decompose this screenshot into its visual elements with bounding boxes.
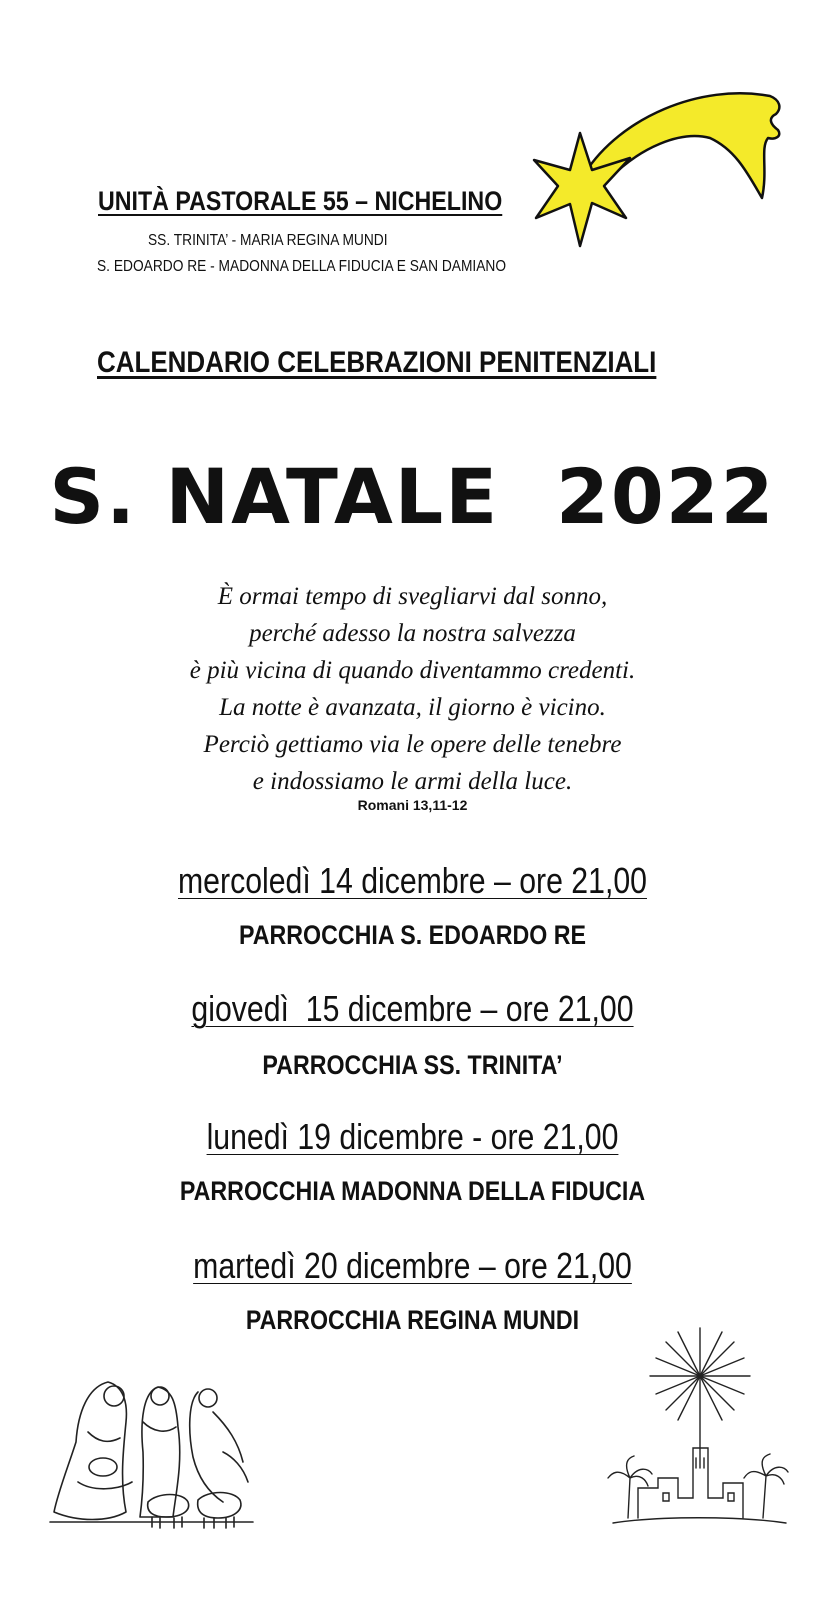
- celebration-date: mercoledì 14 dicembre – ore 21,00: [177, 860, 647, 901]
- celebration-parish: PARROCCHIA S. EDOARDO RE: [238, 920, 587, 950]
- quote-line: Perciò gettiamo via le opere delle tenebre: [203, 731, 622, 758]
- quote-line: e indossiamo le armi della luce.: [252, 768, 573, 795]
- quote-line: La notte è avanzata, il giorno è vicino.: [219, 694, 606, 721]
- quote-line: È ormai tempo di svegliarvi dal sonno,: [217, 583, 608, 610]
- event-title: S. NATALE 2022: [49, 452, 776, 541]
- parishes-line-2: S. EDOARDO RE - MADONNA DELLA FIDUCIA E SAN DAMIANO: [97, 258, 507, 275]
- nativity-icon: [48, 1372, 258, 1532]
- quote-line: è più vicina di quando diventammo credenti.: [189, 657, 636, 684]
- celebration-date: giovedì 15 dicembre – ore 21,00: [191, 988, 634, 1029]
- celebration-parish: PARROCCHIA REGINA MUNDI: [245, 1305, 580, 1335]
- comet-star-icon: [530, 78, 800, 258]
- parishes-line-1: SS. TRINITA’ - MARIA REGINA MUNDI: [148, 232, 388, 249]
- pastoral-unit-title: UNITÀ PASTORALE 55 – NICHELINO: [98, 186, 503, 216]
- calendar-title: CALENDARIO CELEBRAZIONI PENITENZIALI: [97, 346, 657, 379]
- celebration-parish: PARROCCHIA MADONNA DELLA FIDUCIA: [179, 1176, 646, 1206]
- celebration-date: lunedì 19 dicembre - ore 21,00: [206, 1116, 619, 1157]
- celebration-date: martedì 20 dicembre – ore 21,00: [193, 1245, 632, 1286]
- quote-reference: Romani 13,11-12: [357, 797, 468, 813]
- celebration-parish: PARROCCHIA SS. TRINITA’: [262, 1050, 563, 1080]
- quote-block: [0, 578, 825, 800]
- bethlehem-star-icon: [608, 1328, 788, 1528]
- quote-line: perché adesso la nostra salvezza: [249, 620, 576, 647]
